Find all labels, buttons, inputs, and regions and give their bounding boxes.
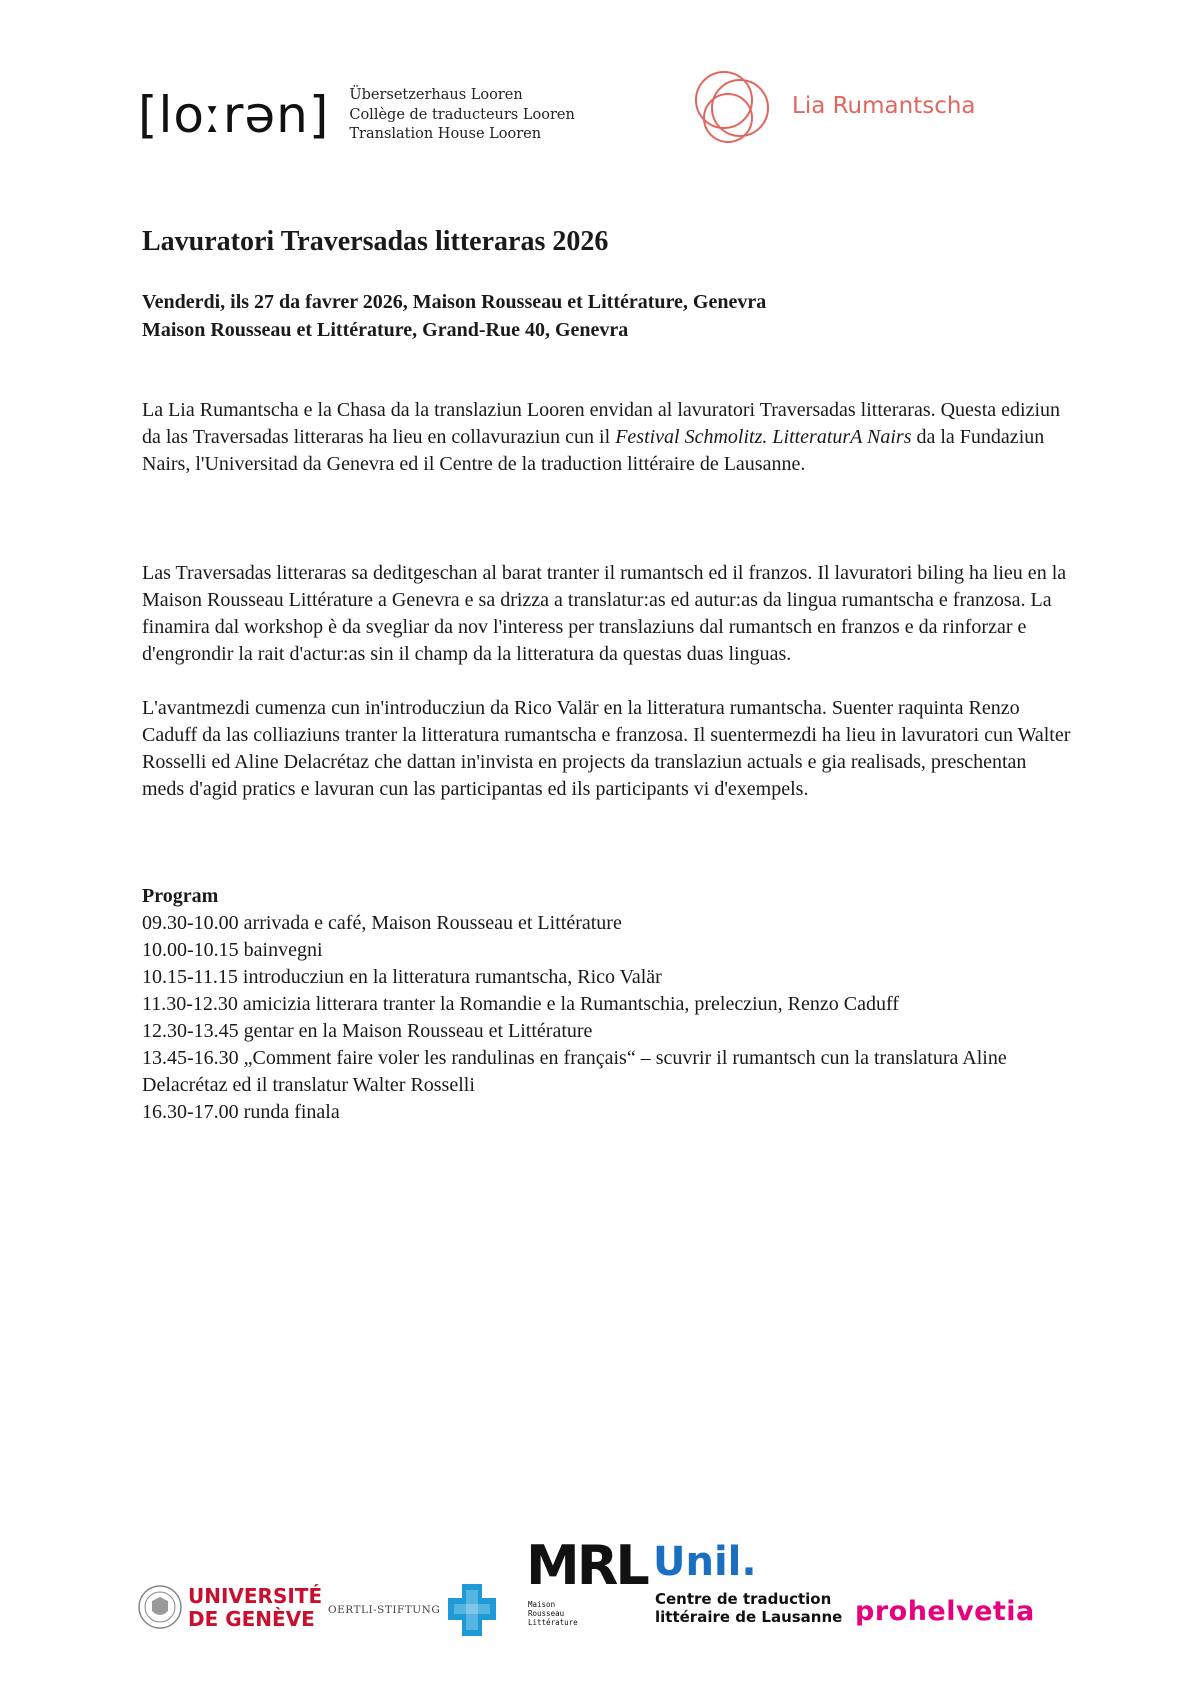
looren-logo: [138, 86, 575, 145]
program-section: [142, 883, 1072, 1126]
lia-rumantscha-logo-text: Lia Rumantscha: [792, 93, 976, 119]
looren-line-de: Übersetzerhaus Looren: [349, 87, 523, 103]
program-item: 16.30-17.00 runda finala: [142, 1101, 340, 1123]
event-date-line: Venderdi, ils 27 da favrer 2026, Maison Rousseau et Littérature, Genevra: [142, 291, 767, 313]
intro-text-a: La Lia Rumantscha e la Chasa da la translaziun Looren envidan al lavuratori Traversadas litteraras. Questa ediziun da las Traversadas litteraras ha lieu en collavuraziun cun il: [142, 399, 1061, 448]
program-heading: Program: [142, 885, 219, 907]
program-item: 13.45-16.30 „Comment faire voler les randulinas en français“ – scuvrir il rumantsch cun la translatura Aline Delacrétaz ed il translatur Walter Rosselli: [142, 1047, 1007, 1096]
intro-paragraph: [142, 397, 1072, 478]
looren-line-en: Translation House Looren: [349, 126, 542, 142]
program-item: 10.15-11.15 introducziun en la litteratura rumantscha, Rico Valär: [142, 966, 662, 988]
looren-line-fr: Collège de traducteurs Looren: [349, 106, 575, 123]
unige-line2: DE GENÈVE: [188, 1607, 315, 1631]
mrl-logo: MRL: [526, 1534, 647, 1597]
looren-lines: [349, 86, 574, 145]
oertli-cross-icon: [448, 1584, 496, 1636]
program-item: 12.30-13.45 gentar en la Maison Rousseau et Littérature: [142, 1020, 593, 1042]
unige-line1: UNIVERSITÉ: [188, 1584, 323, 1608]
schedule-paragraph: L'avantmezdi cumenza cun in'introducziun da Rico Valär en la litteratura rumantscha. Suenter raquinta Renzo Caduff da las colliaziuns tranter la litteratura rumantscha e franzosa. Il suentermezdi ha lieu in lavuratori cun Walter Rosselli ed Aline Delacrétaz che dattan in'invista en projects da translaziun actuals e gia realisads, preschentan meds d'agid pratics e lavuran cun las participantas ed ils participants vi d'exempels.: [142, 697, 1071, 800]
looren-mark: [loːrən]: [138, 86, 330, 145]
mrl-subtitle: [528, 1600, 578, 1627]
program-item: 09.30-10.00 arrivada e café, Maison Rousseau et Littérature: [142, 912, 622, 934]
mrl-subtitle-line: Littérature: [528, 1618, 578, 1627]
description-paragraph: Las Traversadas litteraras sa deditgeschan al barat tranter il rumantsch ed il franzos. Il lavuratori biling ha lieu en la Maison Rousseau Littérature a Genevra e sa drizza a translatur:as ed autur:as da lingua rumantscha e franzosa. La finamira dal workshop è da svegliar da nov l'interess per translaziuns dal rumantsch en franzos e da rinforzar e d'engrondir la rait d'actur:as sin il champ da la litteratura da questas duas linguas.: [142, 562, 1067, 665]
mrl-subtitle-line: Rousseau: [528, 1609, 565, 1618]
unil-logo: Unil.: [653, 1539, 757, 1585]
unil-subtitle-line1: Centre de traduction: [655, 1590, 832, 1608]
mrl-subtitle-line: Maison: [528, 1600, 556, 1609]
unil-subtitle: [655, 1590, 842, 1626]
page-title: Lavuratori Traversadas litteraras 2026: [142, 226, 609, 257]
unige-seal-icon: [137, 1584, 183, 1630]
unil-subtitle-line2: littéraire de Lausanne: [655, 1608, 843, 1626]
festival-name: Festival Schmolitz. LitteraturA Nairs: [615, 426, 912, 448]
oertli-logo-text: OERTLI-STIFTUNG: [328, 1604, 441, 1616]
event-address-line: Maison Rousseau et Littérature, Grand-Rue 40, Genevra: [142, 319, 629, 341]
unige-logo: [188, 1585, 322, 1631]
intro-text-b: da la Fundaziun Nairs, l'Universitad da Genevra ed il Centre de la traduction littéraire de Lausanne.: [142, 426, 1045, 475]
prohelvetia-logo: prohelvetia: [855, 1596, 1035, 1627]
program-item: 11.30-12.30 amicizia litterara tranter la Romandie e la Rumantschia, prelecziun, Renzo Caduff: [142, 993, 899, 1015]
event-subtitle: [142, 288, 766, 344]
program-item: 10.00-10.15 bainvegni: [142, 939, 323, 961]
